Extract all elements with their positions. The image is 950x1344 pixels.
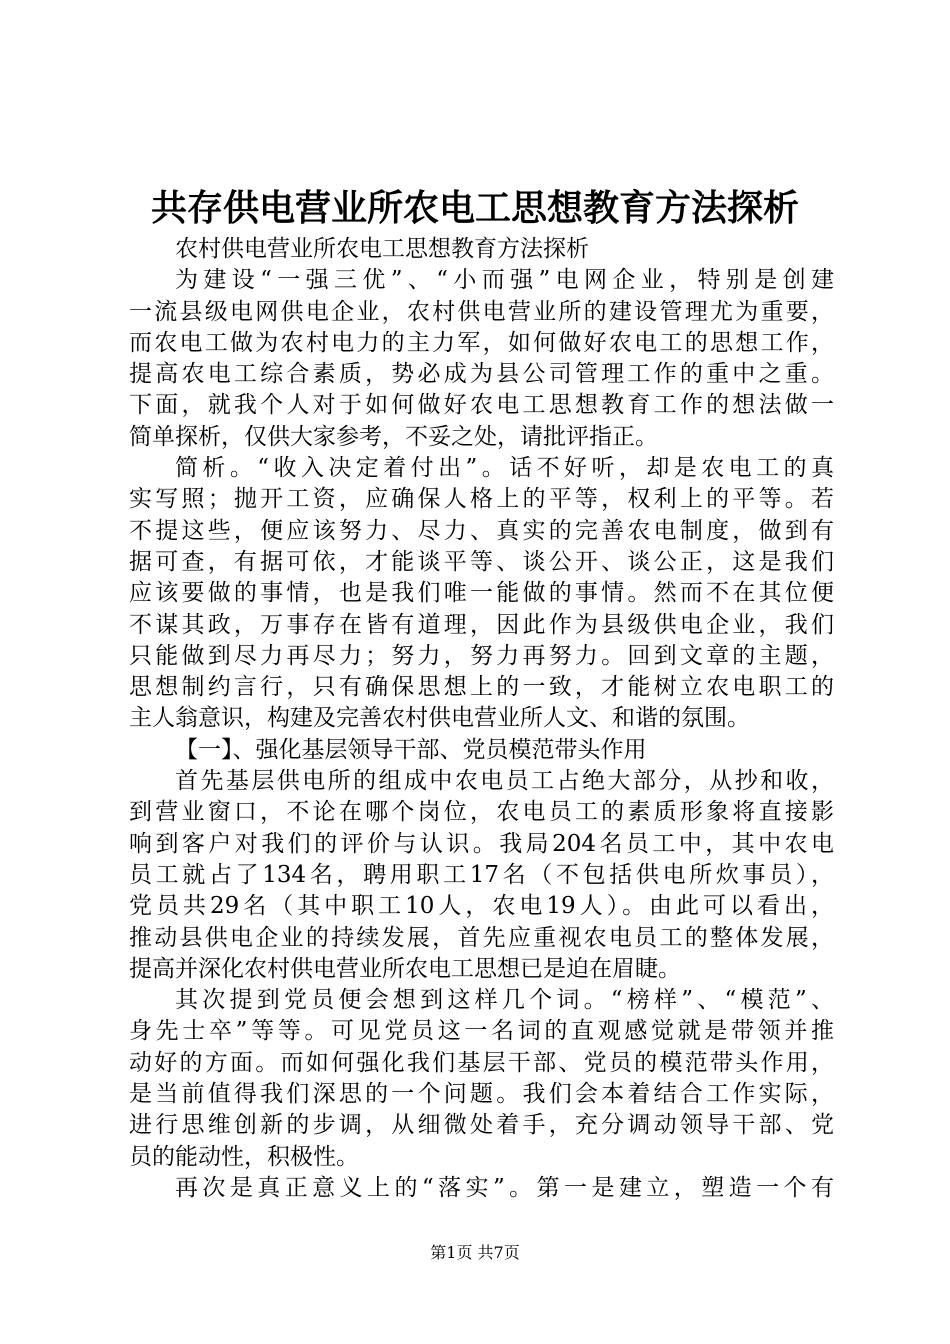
- text-line: 推动县供电企业的持续发展，首先应重视农电员工的整体发展，: [129, 924, 834, 951]
- text-line: 其次提到党员便会想到这样几个词。“榜样”、“模范”、: [175, 987, 834, 1014]
- text-line: 而农电工做为农村电力的主力军，如何做好农电工的思想工作，: [129, 329, 834, 356]
- text-line: 一流县级电网供电企业，农村供电营业所的建设管理尤为重要，: [129, 298, 834, 325]
- text-line: 提高农电工综合素质，势必成为县公司管理工作的重中之重。: [129, 361, 834, 388]
- text-line: 到营业窗口，不论在哪个岗位，农电员工的素质形象将直接影: [129, 799, 834, 826]
- text-line: 是当前值得我们深思的一个问题。我们会本着结合工作实际，: [129, 1081, 834, 1108]
- text-line: 进行思维创新的步调，从细微处着手，充分调动领导干部、党: [129, 1112, 834, 1139]
- text-line: 首先基层供电所的组成中农电员工占绝大部分，从抄和收，: [175, 768, 834, 795]
- subtitle-line: 农村供电营业所农电工思想教育方法探析: [175, 236, 589, 262]
- page-footer: 第1页 共7页: [430, 1243, 520, 1262]
- text-line: 下面，就我个人对于如何做好农电工思想教育工作的想法做一: [129, 392, 834, 419]
- text-line: 应该要做的事情，也是我们唯一能做的事情。然而不在其位便: [129, 580, 834, 607]
- text-line: 响到客户对我们的评价与认识。我局204名员工中，其中农电: [129, 830, 834, 857]
- text-line: 简析。“收入决定着付出”。话不好听，却是农电工的真: [175, 455, 834, 482]
- document-title: 共存供电营业所农电工思想教育方法探析: [150, 187, 799, 229]
- text-line: 简单探析，仅供大家参考，不妥之处，请批评指正。: [129, 423, 658, 450]
- text-line: 员的能动性，积极性。: [129, 1143, 359, 1170]
- document-body: [129, 234, 834, 1204]
- text-line: 动好的方面。而如何强化我们基层干部、党员的模范带头作用，: [129, 1049, 834, 1076]
- text-line: 不提这些，便应该努力、尽力、真实的完善农电制度，做到有: [129, 517, 834, 544]
- text-line: 提高并深化农村供电营业所农电工思想已是迫在眉睫。: [129, 955, 681, 982]
- text-line: 党员共29名（其中职工10人，农电19人）。由此可以看出，: [129, 893, 834, 920]
- section-heading: 【一】、强化基层领导干部、党员模范带头作用: [175, 736, 647, 763]
- text-line: 只能做到尽力再尽力；努力，努力再努力。回到文章的主题，: [129, 642, 834, 669]
- text-line: 实写照；抛开工资，应确保人格上的平等，权利上的平等。若: [129, 486, 834, 513]
- text-line: 据可查，有据可依，才能谈平等、谈公开、谈公正，这是我们: [129, 548, 834, 575]
- text-line: 为建设“一强三优”、“小而强”电网企业，特别是创建: [175, 267, 834, 294]
- text-line: 主人翁意识，构建及完善农村供电营业所人文、和谐的氛围。: [129, 705, 750, 732]
- text-line: 员工就占了134名，聘用职工17名（不包括供电所炊事员），: [129, 861, 834, 888]
- text-line: 思想制约言行，只有确保思想上的一致，才能树立农电职工的: [129, 674, 834, 701]
- text-line: 不谋其政，万事存在皆有道理，因此作为县级供电企业，我们: [129, 611, 834, 638]
- text-line: 再次是真正意义上的“落实”。第一是建立，塑造一个有: [175, 1174, 834, 1201]
- text-line: 身先士卒”等等。可见党员这一名词的直观感觉就是带领并推: [129, 1018, 834, 1045]
